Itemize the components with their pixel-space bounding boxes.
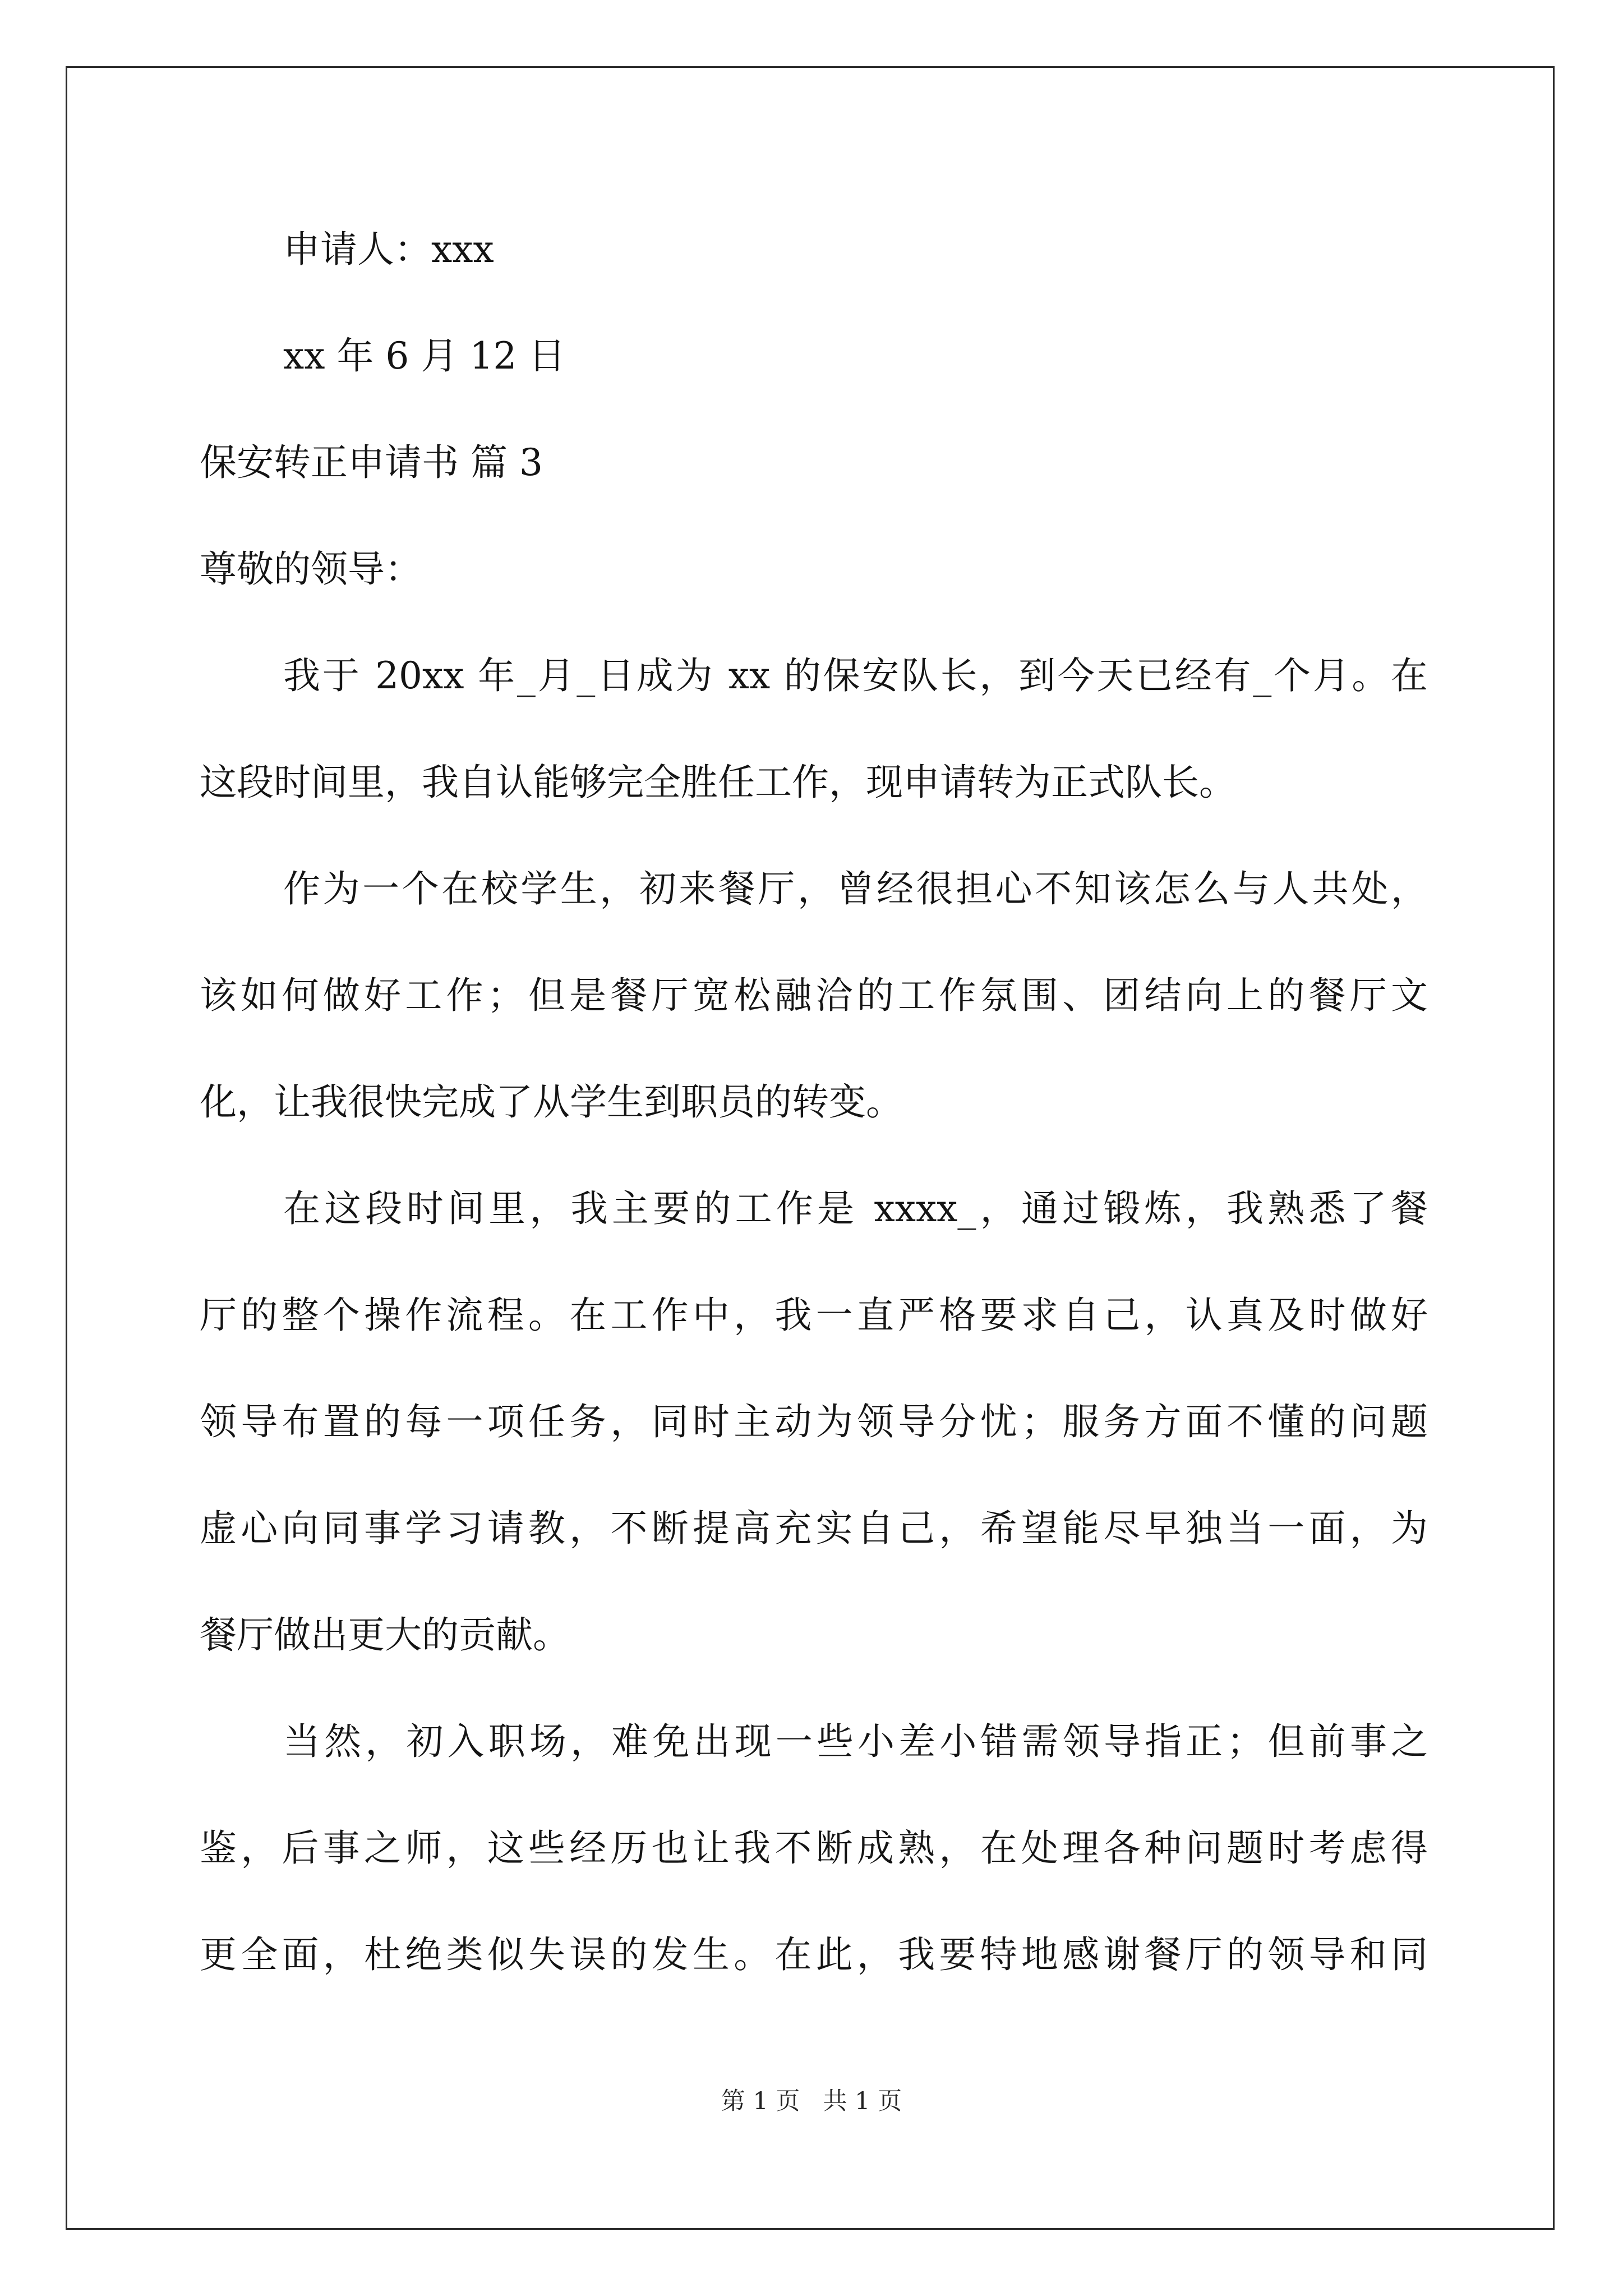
body-line: 当然，初入职场，难免出现一些小差小错需领导指正；但前事之 xyxy=(283,1720,1428,1763)
body-line: 更全面，杜绝类似失误的发生。在此，我要特地感谢餐厅的领导和同 xyxy=(200,1933,1428,1976)
body-line: 在这段时间里，我主要的工作是 xxxx_，通过锻炼，我熟悉了餐 xyxy=(283,1187,1428,1230)
body-line: 作为一个在校学生，初来餐厅，曾经很担心不知该怎么与人共处， xyxy=(283,867,1428,910)
page-footer: 第 1 页 共 1 页 xyxy=(721,2087,902,2115)
body-line: 餐厅做出更大的贡献。 xyxy=(200,1613,570,1657)
body-line: 领导布置的每一项任务，同时主动为领导分忧；服务方面不懂的问题 xyxy=(200,1400,1428,1443)
date-line: xx 年 6 月 12 日 xyxy=(283,334,566,378)
body-line: 该如何做好工作；但是餐厅宽松融洽的工作氛围、团结向上的餐厅文 xyxy=(200,974,1428,1017)
body-line: 这段时间里，我自认能够完全胜任工作，现申请转为正式队长。 xyxy=(200,761,1236,804)
salutation: 尊敬的领导： xyxy=(200,547,422,591)
document-page xyxy=(66,66,1555,2230)
body-line: 虚心向同事学习请教，不断提高充实自己，希望能尽早独当一面，为 xyxy=(200,1507,1428,1550)
section-title: 保安转正申请书 篇 3 xyxy=(200,441,543,484)
body-line: 厅的整个操作流程。在工作中，我一直严格要求自己，认真及时做好 xyxy=(200,1294,1428,1337)
applicant-line: 申请人：xxx xyxy=(283,228,494,271)
body-line: 鉴，后事之师，这些经历也让我不断成熟，在处理各种问题时考虑得 xyxy=(200,1826,1428,1870)
body-line: 我于 20xx 年_月_日成为 xx 的保安队长，到今天已经有_个月。在 xyxy=(283,654,1428,697)
body-line: 化，让我很快完成了从学生到职员的转变。 xyxy=(200,1080,903,1124)
